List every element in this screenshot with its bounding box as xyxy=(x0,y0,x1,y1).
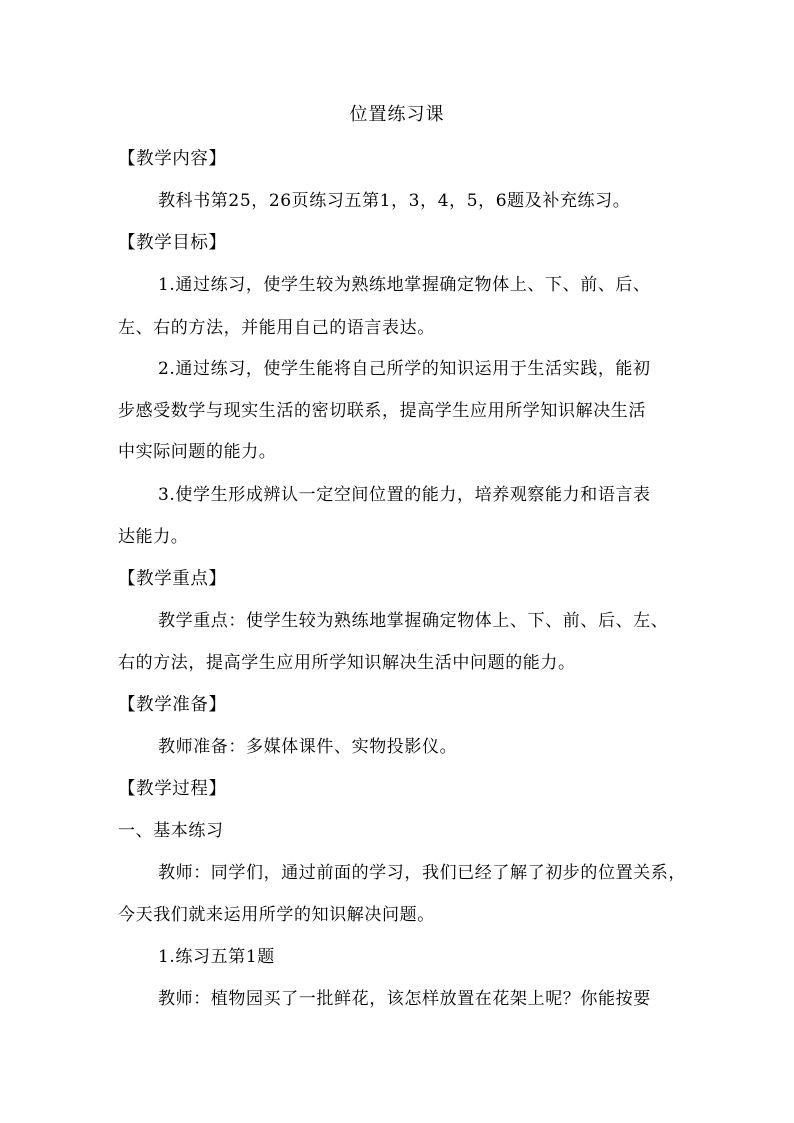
teacher1-line2: 今天我们就来运用所学的知识解决问题。 xyxy=(118,905,435,925)
content-heading: 【教学内容】 xyxy=(118,149,227,169)
goal1-line2: 左、右的方法，并能用自己的语言表达。 xyxy=(118,318,435,338)
part1-heading: 一、基本练习 xyxy=(118,821,224,841)
prep-text: 教师准备：多媒体课件、实物投影仪。 xyxy=(158,737,458,757)
page-title: 位置练习课 xyxy=(349,104,445,125)
goal3-line1: 3.使学生形成辨认一定空间位置的能力，培养观察能力和语言表 xyxy=(158,485,651,505)
goal2-line2: 步感受数学与现实生活的密切联系，提高学生应用所学知识解决生活 xyxy=(118,401,646,421)
teacher2-line1: 教师：植物园买了一批鲜花，该怎样放置在花架上呢？你能按要 xyxy=(158,989,651,1009)
goal3-line2: 达能力。 xyxy=(118,527,189,547)
focus-line2: 右的方法，提高学生应用所学知识解决生活中问题的能力。 xyxy=(118,653,576,673)
process-heading: 【教学过程】 xyxy=(118,779,227,799)
exercise1: 1.练习五第1题 xyxy=(158,947,275,967)
content-text: 教科书第25，26页练习五第1，3，4，5，6题及补充练习。 xyxy=(158,191,631,211)
goals-heading: 【教学目标】 xyxy=(118,233,227,253)
focus-heading: 【教学重点】 xyxy=(118,569,227,589)
goal2-line3: 中实际问题的能力。 xyxy=(118,442,277,462)
goal1-line1: 1.通过练习，使学生较为熟练地掌握确定物体上、下、前、后、 xyxy=(158,275,651,295)
focus-line1: 教学重点：使学生较为熟练地掌握确定物体上、下、前、后、左、 xyxy=(158,611,669,631)
goal2-line1: 2.通过练习，使学生能将自己所学的知识运用于生活实践，能初 xyxy=(158,359,651,379)
teacher1-line1: 教师：同学们，通过前面的学习，我们已经了解了初步的位置关系， xyxy=(158,863,686,883)
prep-heading: 【教学准备】 xyxy=(118,695,227,715)
